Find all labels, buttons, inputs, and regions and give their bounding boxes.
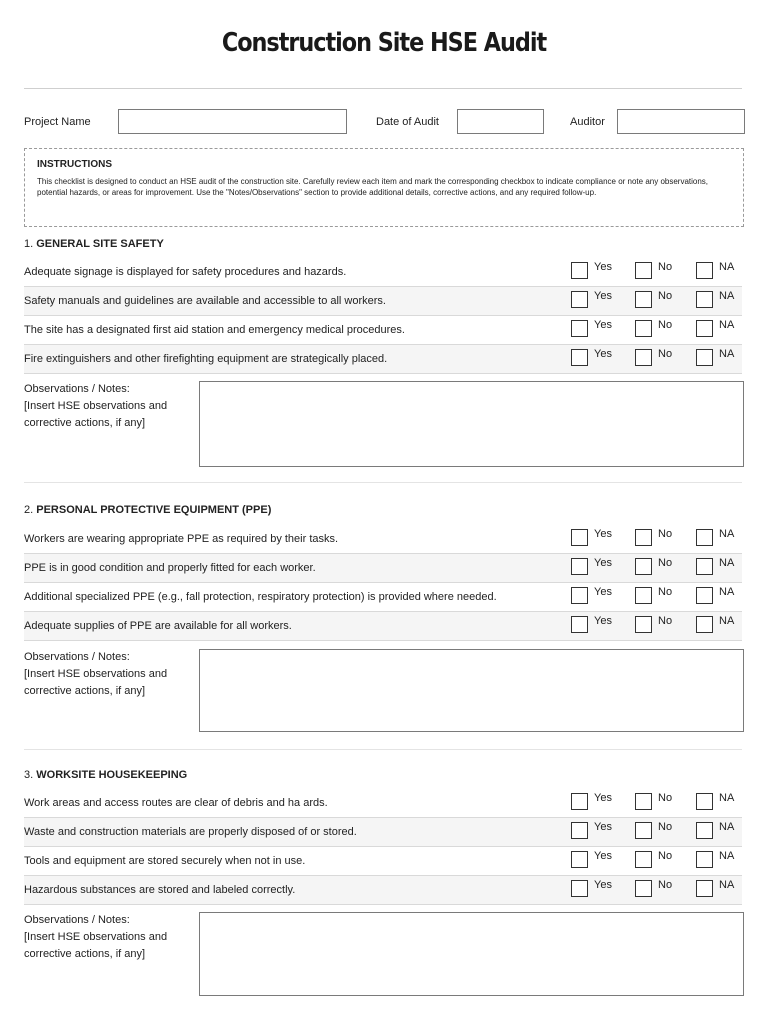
no-label: No — [658, 879, 673, 891]
na-label: NA — [719, 586, 735, 598]
na-checkbox[interactable] — [696, 851, 713, 868]
yes-label: Yes — [594, 821, 612, 833]
no-label: No — [658, 528, 673, 540]
yes-checkbox[interactable] — [571, 587, 588, 604]
yes-label: Yes — [594, 528, 612, 540]
yes-checkbox[interactable] — [571, 529, 588, 546]
yes-checkbox[interactable] — [571, 558, 588, 575]
section-heading — [24, 238, 164, 250]
no-label: No — [658, 615, 673, 627]
observations-label-line: [Insert HSE observations and — [24, 668, 168, 680]
yes-label: Yes — [594, 348, 612, 360]
na-checkbox[interactable] — [696, 616, 713, 633]
checklist-row — [24, 287, 742, 316]
na-label: NA — [719, 290, 735, 302]
checklist-row — [24, 876, 742, 905]
checklist-row — [24, 554, 742, 583]
checklist-item-text: PPE is in good condition and properly fitted for each worker. — [24, 562, 316, 574]
auditor-label: Auditor — [570, 116, 605, 128]
na-checkbox[interactable] — [696, 558, 713, 575]
checklist-item-text: Adequate supplies of PPE are available for all workers. — [24, 620, 292, 632]
observations-label-line: Observations / Notes: — [24, 914, 130, 926]
yes-label: Yes — [594, 879, 612, 891]
yes-checkbox[interactable] — [571, 793, 588, 810]
checklist-item-text: Workers are wearing appropriate PPE as required by their tasks. — [24, 533, 339, 545]
no-checkbox[interactable] — [635, 616, 652, 633]
checklist-item-text: The site has a designated first aid station and emergency medical procedures. — [24, 324, 405, 336]
no-label: No — [658, 821, 673, 833]
section-title: WORKSITE HOUSEKEEPING — [36, 769, 188, 781]
no-checkbox[interactable] — [635, 349, 652, 366]
observations-label-line: [Insert HSE observations and — [24, 400, 168, 412]
yes-checkbox[interactable] — [571, 262, 588, 279]
na-checkbox[interactable] — [696, 349, 713, 366]
na-label: NA — [719, 528, 735, 540]
yes-label: Yes — [594, 290, 612, 302]
checklist-row — [24, 345, 742, 374]
auditor-field[interactable] — [617, 109, 745, 134]
yes-checkbox[interactable] — [571, 822, 588, 839]
section-number: 2. — [24, 504, 34, 516]
na-checkbox[interactable] — [696, 880, 713, 897]
observations-notes-box[interactable] — [199, 381, 744, 467]
instructions-body: This checklist is designed to conduct an HSE audit of the construction site. Carefully review each item and mark the corresponding checkbox to indicate compliance or note any observations, potential hazards, or areas for improvement. Use the "Notes/Observations" section to provide additional details, corrective actions, and any required follow-up. — [37, 177, 709, 197]
section-divider — [24, 482, 742, 483]
observations-notes-box[interactable] — [199, 649, 744, 732]
section-heading — [24, 769, 187, 781]
checklist-row — [24, 583, 742, 612]
no-label: No — [658, 586, 673, 598]
title-divider — [24, 88, 742, 89]
observations-notes-box[interactable] — [199, 912, 744, 996]
no-checkbox[interactable] — [635, 291, 652, 308]
yes-label: Yes — [594, 792, 612, 804]
observations-label — [24, 912, 167, 963]
no-checkbox[interactable] — [635, 529, 652, 546]
observations-label-line: Observations / Notes: — [24, 651, 130, 663]
yes-checkbox[interactable] — [571, 880, 588, 897]
na-checkbox[interactable] — [696, 587, 713, 604]
instructions-box — [24, 148, 744, 227]
yes-checkbox[interactable] — [571, 349, 588, 366]
no-checkbox[interactable] — [635, 822, 652, 839]
yes-label: Yes — [594, 586, 612, 598]
checklist-row — [24, 818, 742, 847]
no-label: No — [658, 348, 673, 360]
instructions-heading: INSTRUCTIONS — [37, 159, 112, 170]
checklist-item-text: Waste and construction materials are properly disposed of or stored. — [24, 826, 357, 838]
section-divider — [24, 749, 742, 750]
date-of-audit-field[interactable] — [457, 109, 544, 134]
na-label: NA — [719, 792, 735, 804]
observations-label-line: corrective actions, if any] — [24, 685, 146, 697]
no-checkbox[interactable] — [635, 880, 652, 897]
na-checkbox[interactable] — [696, 822, 713, 839]
checklist-item-text: Additional specialized PPE (e.g., fall protection, respiratory protection) is provided where needed. — [24, 591, 497, 603]
checklist-row — [24, 612, 742, 641]
no-checkbox[interactable] — [635, 587, 652, 604]
checklist-item-text: Fire extinguishers and other firefighting equipment are strategically placed. — [24, 353, 388, 365]
yes-label: Yes — [594, 615, 612, 627]
no-label: No — [658, 261, 673, 273]
na-checkbox[interactable] — [696, 262, 713, 279]
checklist-row — [24, 525, 742, 554]
na-label: NA — [719, 850, 735, 862]
no-checkbox[interactable] — [635, 320, 652, 337]
observations-label-line: [Insert HSE observations and — [24, 931, 168, 943]
yes-checkbox[interactable] — [571, 291, 588, 308]
checklist-item-text: Tools and equipment are stored securely when not in use. — [24, 855, 306, 867]
page-title: Construction Site HSE Audit — [221, 28, 547, 58]
observations-label — [24, 649, 167, 700]
observations-label-line: Observations / Notes: — [24, 383, 130, 395]
section-title: GENERAL SITE SAFETY — [36, 238, 164, 250]
checklist-item-text: Safety manuals and guidelines are available and accessible to all workers. — [24, 295, 386, 307]
section-number: 3. — [24, 769, 34, 781]
no-checkbox[interactable] — [635, 558, 652, 575]
na-label: NA — [719, 821, 735, 833]
no-label: No — [658, 792, 673, 804]
na-label: NA — [719, 615, 735, 627]
yes-label: Yes — [594, 319, 612, 331]
na-label: NA — [719, 319, 735, 331]
na-label: NA — [719, 348, 735, 360]
yes-checkbox[interactable] — [571, 616, 588, 633]
checklist-row — [24, 258, 742, 287]
no-label: No — [658, 557, 673, 569]
observations-label-line: corrective actions, if any] — [24, 417, 146, 429]
no-checkbox[interactable] — [635, 793, 652, 810]
observations-label-line: corrective actions, if any] — [24, 948, 146, 960]
yes-label: Yes — [594, 261, 612, 273]
project-name-label: Project Name — [24, 116, 91, 128]
section-title: PERSONAL PROTECTIVE EQUIPMENT (PPE) — [36, 504, 272, 516]
na-label: NA — [719, 261, 735, 273]
checklist-item-text: Work areas and access routes are clear of debris and ha ards. — [24, 797, 328, 809]
na-checkbox[interactable] — [696, 793, 713, 810]
yes-checkbox[interactable] — [571, 851, 588, 868]
na-checkbox[interactable] — [696, 291, 713, 308]
checklist-row — [24, 789, 742, 818]
na-label: NA — [719, 879, 735, 891]
date-of-audit-label: Date of Audit — [376, 116, 439, 128]
checklist-row — [24, 316, 742, 345]
na-checkbox[interactable] — [696, 320, 713, 337]
yes-checkbox[interactable] — [571, 320, 588, 337]
yes-label: Yes — [594, 557, 612, 569]
no-label: No — [658, 290, 673, 302]
na-label: NA — [719, 557, 735, 569]
checklist-item-text: Hazardous substances are stored and labeled correctly. — [24, 884, 296, 896]
no-label: No — [658, 850, 673, 862]
project-name-field[interactable] — [118, 109, 347, 134]
section-heading — [24, 504, 271, 516]
na-checkbox[interactable] — [696, 529, 713, 546]
no-checkbox[interactable] — [635, 262, 652, 279]
observations-label — [24, 381, 167, 432]
no-label: No — [658, 319, 673, 331]
checklist-row — [24, 847, 742, 876]
no-checkbox[interactable] — [635, 851, 652, 868]
checklist-item-text: Adequate signage is displayed for safety procedures and hazards. — [24, 266, 347, 278]
section-number: 1. — [24, 238, 34, 250]
yes-label: Yes — [594, 850, 612, 862]
